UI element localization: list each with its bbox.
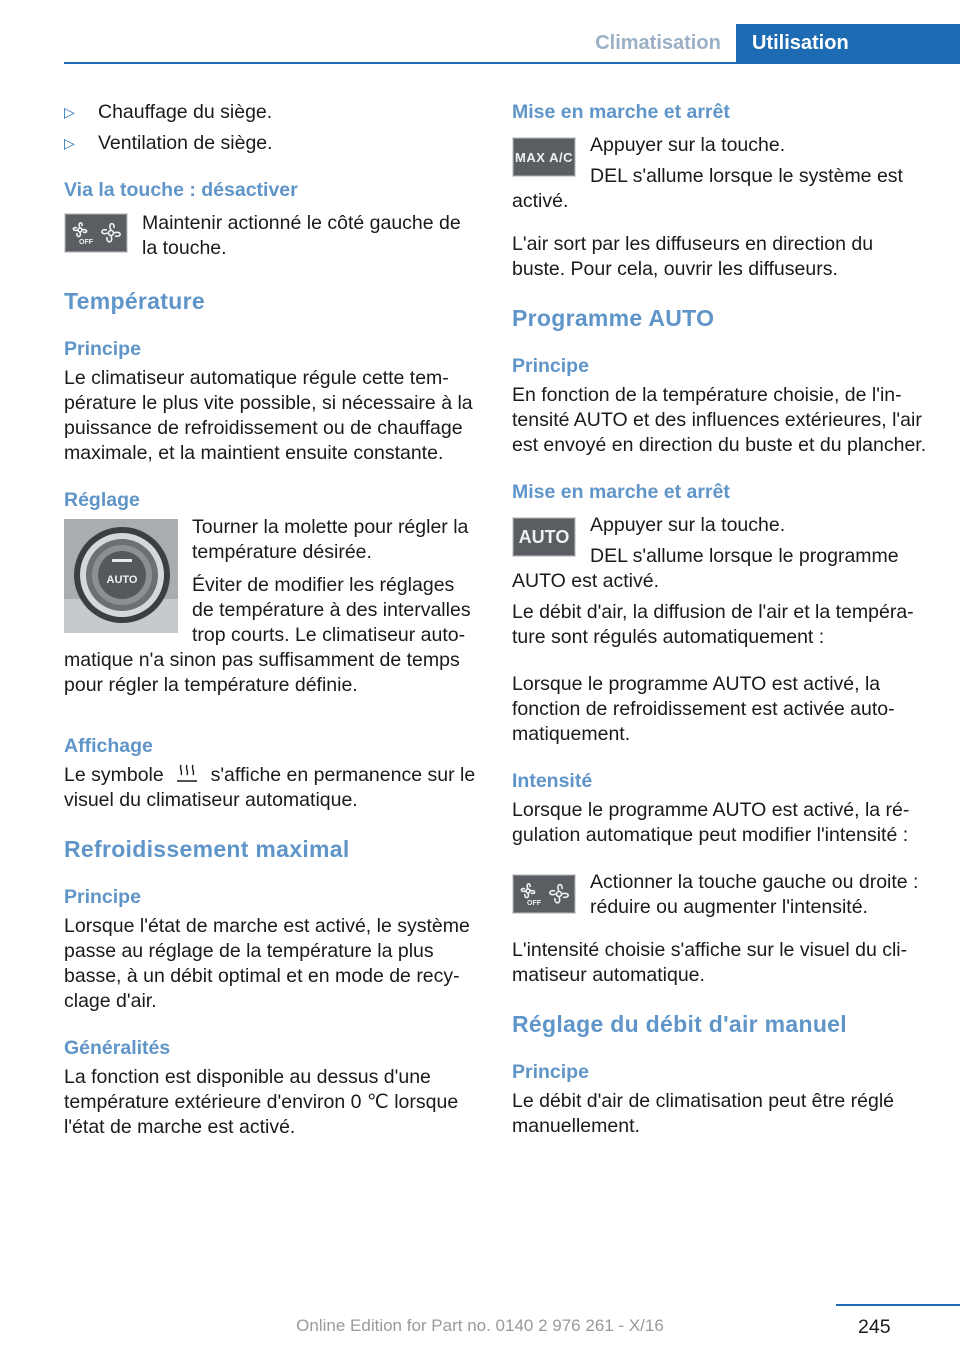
via-text: Maintenir actionné le côté gauche de la touche. — [142, 212, 461, 259]
intensite-text-1: Lorsque le programme AUTO est activé, la ré-gulation automatique peut modifier l'intensité : — [512, 799, 910, 846]
principe-text: Le climatiseur automatique régule cette tem-pérature le plus vite possible, si nécessaire à la puissance de refroidissement ou de chauffage maximale, et la maintient ensuite constante. — [64, 367, 473, 464]
bullet-text: Chauffage du siège. — [98, 101, 273, 123]
list-item — [64, 100, 480, 125]
intensite-heading: Intensité — [512, 770, 593, 792]
knob-label: AUTO — [106, 574, 138, 586]
auto-mise-text-1: Appuyer sur la touche. — [590, 514, 786, 536]
svg-text:OFF: OFF — [527, 900, 541, 907]
triangle-bullet-icon: ▷ — [64, 104, 75, 120]
mise-text-3: L'air sort par les diffuseurs en direction du buste. Pour cela, ouvrir les diffuseurs. — [512, 233, 874, 280]
fan-intensity-icon — [515, 879, 573, 909]
affichage-before: Le symbole — [64, 764, 164, 786]
reglage-text-1: Tourner la molette pour régler la température désirée. — [192, 516, 469, 563]
generalites-text: La fonction est disponible au dessus d'une température extérieure d'environ 0 ℃ lorsque l'état de marche est activé. — [64, 1066, 459, 1138]
intensite-text-3: L'intensité choisie s'affiche sur le visuel du cli-matiseur automatique. — [512, 939, 908, 986]
max-ac-label: MAX A/C — [515, 149, 573, 165]
fan-off-icon — [67, 218, 125, 248]
edition-note: Online Edition for Part no. 0140 2 976 261 - X/16 — [296, 1316, 664, 1335]
fan-button-image — [64, 213, 128, 253]
temperature-knob-image — [64, 519, 178, 633]
auto-button-image — [512, 517, 576, 557]
affichage-heading: Affichage — [64, 735, 153, 757]
bullet-text: Ventilation de siège. — [98, 132, 273, 154]
auto-mise-text-2: DEL s'allume lorsque le programme AUTO est activé. — [512, 545, 899, 592]
auto-heading: Programme AUTO — [512, 305, 715, 331]
affichage-after: s'affiche en permanence sur le visuel du climatiseur automatique. — [64, 764, 476, 811]
intensite-text-2: Actionner la touche gauche ou droite : réduire ou augmenter l'intensité. — [590, 871, 919, 918]
svg-text:OFF: OFF — [79, 239, 93, 246]
refroid-principe-text: Lorsque l'état de marche est activé, le système passe au réglage de la température la plus basse, à un débit optimal et en mode de recy-clage d'air. — [64, 915, 470, 1012]
affichage-text — [64, 763, 480, 813]
auto-mise-heading: Mise en marche et arrêt — [512, 481, 730, 503]
auto-mise-text-4: Lorsque le programme AUTO est activé, la fonction de refroidissement est activée auto-matiquement. — [512, 673, 895, 745]
debit-principe-heading: Principe — [512, 1061, 589, 1083]
auto-principe-heading: Principe — [512, 355, 589, 377]
left-column — [64, 100, 480, 1162]
page-number: 245 — [858, 1316, 891, 1338]
header-section-tab: Climatisation — [595, 31, 721, 54]
header-chapter-tab: Utilisation — [736, 24, 960, 62]
debit-principe-text: Le débit d'air de climatisation peut être réglé manuellement. — [512, 1090, 895, 1137]
refroidissement-heading: Refroidissement maximal — [64, 836, 350, 862]
mise-text-1: Appuyer sur la touche. — [590, 134, 786, 156]
right-column — [512, 100, 930, 1161]
cooling-symbol-icon — [173, 763, 201, 785]
generalites-heading: Généralités — [64, 1037, 171, 1059]
refroid-principe-heading: Principe — [64, 886, 141, 908]
intensity-button-image — [512, 874, 576, 914]
triangle-bullet-icon: ▷ — [64, 135, 75, 151]
auto-principe-text: En fonction de la température choisie, de l'in-tensité AUTO et des influences extérieures, l'air est envoyé en direction du buste et du plancher. — [512, 384, 927, 456]
header-divider — [64, 62, 960, 64]
auto-button-label: AUTO — [518, 526, 570, 547]
principe-heading: Principe — [64, 338, 141, 360]
auto-mise-text-3: Le débit d'air, la diffusion de l'air et la tempéra-ture sont régulés automatiquement : — [512, 601, 914, 648]
footer-divider — [836, 1304, 960, 1306]
temperature-heading: Température — [64, 288, 205, 314]
debit-heading: Réglage du débit d'air manuel — [512, 1011, 847, 1037]
list-item — [64, 131, 480, 156]
mise-heading: Mise en marche et arrêt — [512, 101, 730, 123]
reglage-heading: Réglage — [64, 489, 140, 511]
reglage-text-2: Éviter de modifier les réglages de température à des intervalles trop courts. Le climatiseur auto-matique n'a sinon pas suffisamment de temps pour régler la température définie. — [64, 574, 471, 696]
max-ac-button-image — [512, 137, 576, 177]
mise-text-2: DEL s'allume lorsque le système est activé. — [512, 165, 903, 212]
via-heading: Via la touche : désactiver — [64, 179, 298, 201]
